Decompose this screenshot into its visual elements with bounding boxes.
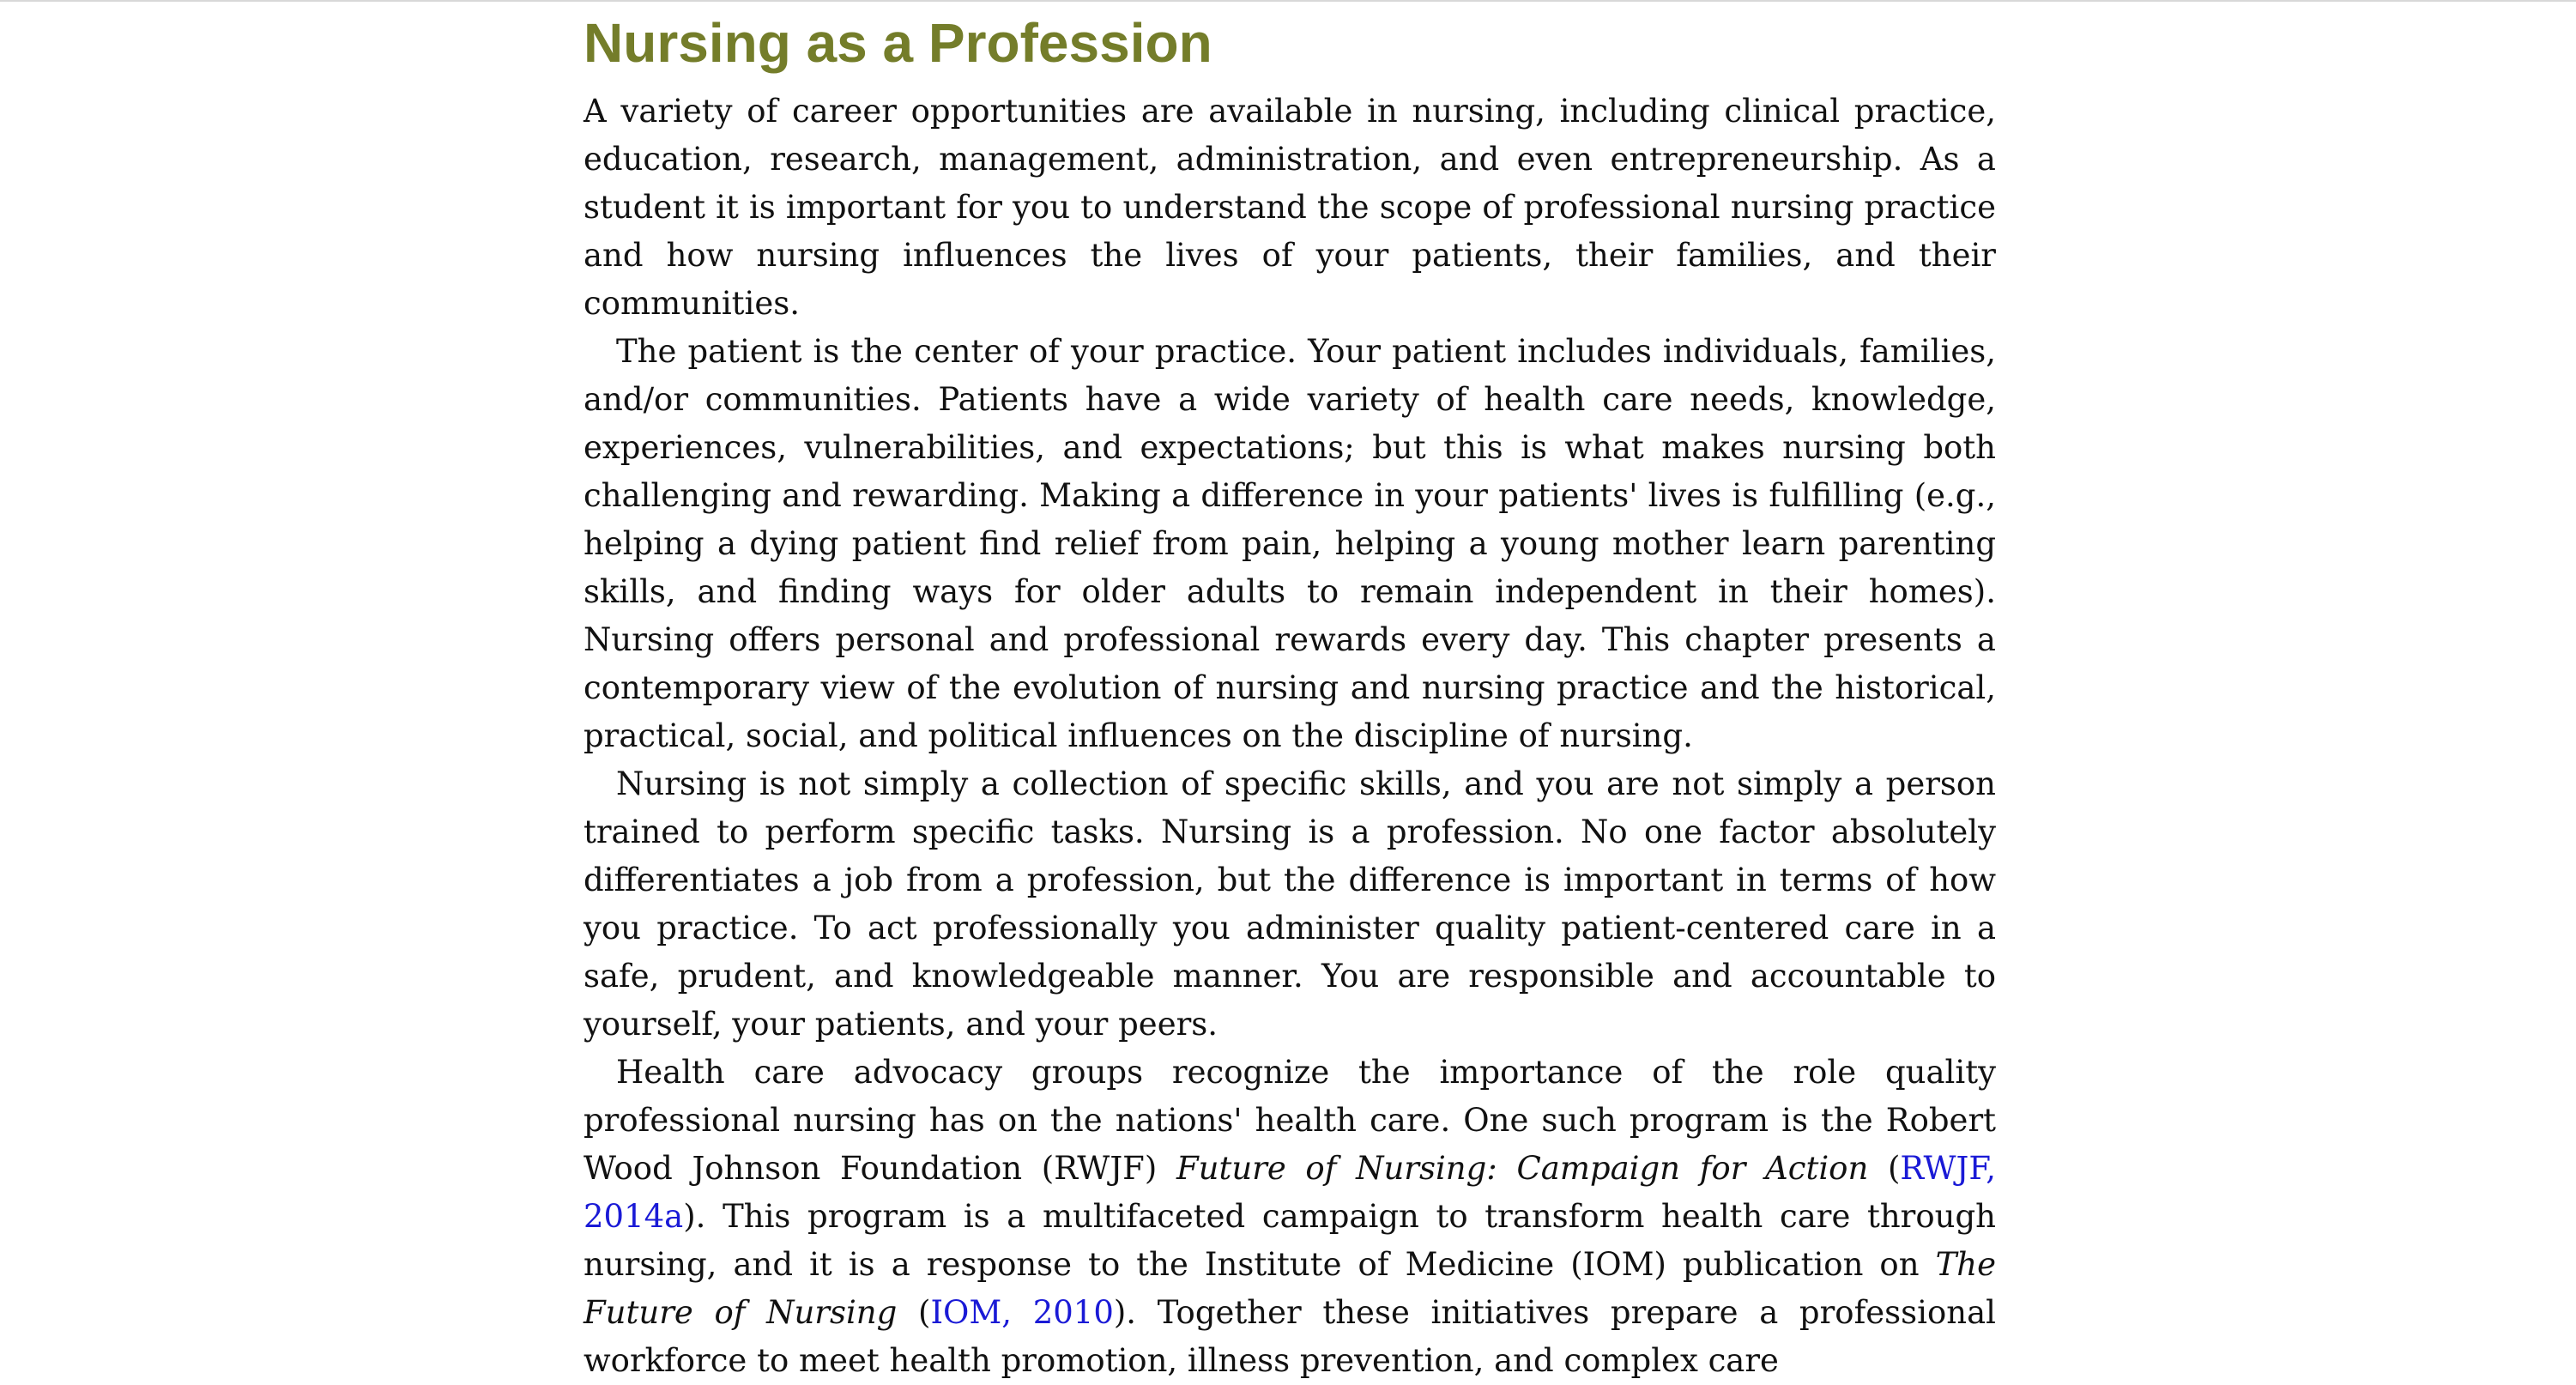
paragraph-3: Nursing is not simply a collection of specific skills, and you are not simply a person trained to perform specific tasks. Nursing is a profession. No one factor absolutely differentiates a job from a profession, but the difference is important in terms of how you practice. To act professionally you administer quality patient-centered care in a safe, prudent, and knowledgeable manner. You are responsible and accountable to yourself, your patients, and your peers. bbox=[584, 765, 1996, 1043]
publication-title: The Future of Nursing bbox=[584, 1246, 1996, 1331]
page-title: Nursing as a Profession bbox=[584, 12, 1212, 74]
rwjf-citation-link[interactable]: RWJF, 2014a bbox=[584, 1150, 1996, 1235]
paragraph-4-text: ). Together these initiatives prepare a professional workforce to meet health promotion, illness prevention, and complex care bbox=[584, 1294, 1996, 1379]
paragraph-2: The patient is the center of your practice. Your patient includes individuals, families, and/or communities. Patients have a wide variety of health care needs, knowledge, experiences, vulnerabilities, and expectations; but this is what makes nursing both challenging and rewarding. Making a difference in your patients' lives is fulfilling (e.g., helping a dying patient find relief from pain, helping a young mother learn parenting skills, and finding ways for older adults to remain independent in their homes). Nursing offers personal and professional rewards every day. This chapter presents a contemporary view of the evolution of nursing and nursing practice and the historical, practical, social, and political influences on the discipline of nursing. bbox=[584, 333, 1996, 754]
paragraph-1: A variety of career opportunities are available in nursing, including clinical practice, education, research, management, administration, and even entrepreneurship. As a student it is important for you to understand the scope of professional nursing practice and how nursing influences the lives of your patients, their families, and their communities. bbox=[584, 93, 1996, 322]
paragraph-4-text: Health care advocacy groups recognize the importance of the role quality professional nursing has on the nations' health care. One such program is the Robert Wood Johnson Foundation (RWJF) bbox=[584, 1054, 1996, 1187]
article-body bbox=[584, 0, 1996, 1385]
paragraph-4-text: ( bbox=[897, 1294, 931, 1331]
paragraph-4 bbox=[584, 1049, 1996, 1385]
campaign-title: Future of Nursing: Campaign for Action bbox=[1176, 1150, 1869, 1187]
paragraph-4-text: ( bbox=[1868, 1150, 1901, 1187]
paragraph-4-text: ). This program is a multifaceted campaign to transform health care through nursing, and it is a response to the Institute of Medicine (IOM) publication on bbox=[584, 1198, 1996, 1283]
iom-citation-link[interactable]: IOM, 2010 bbox=[930, 1294, 1114, 1331]
